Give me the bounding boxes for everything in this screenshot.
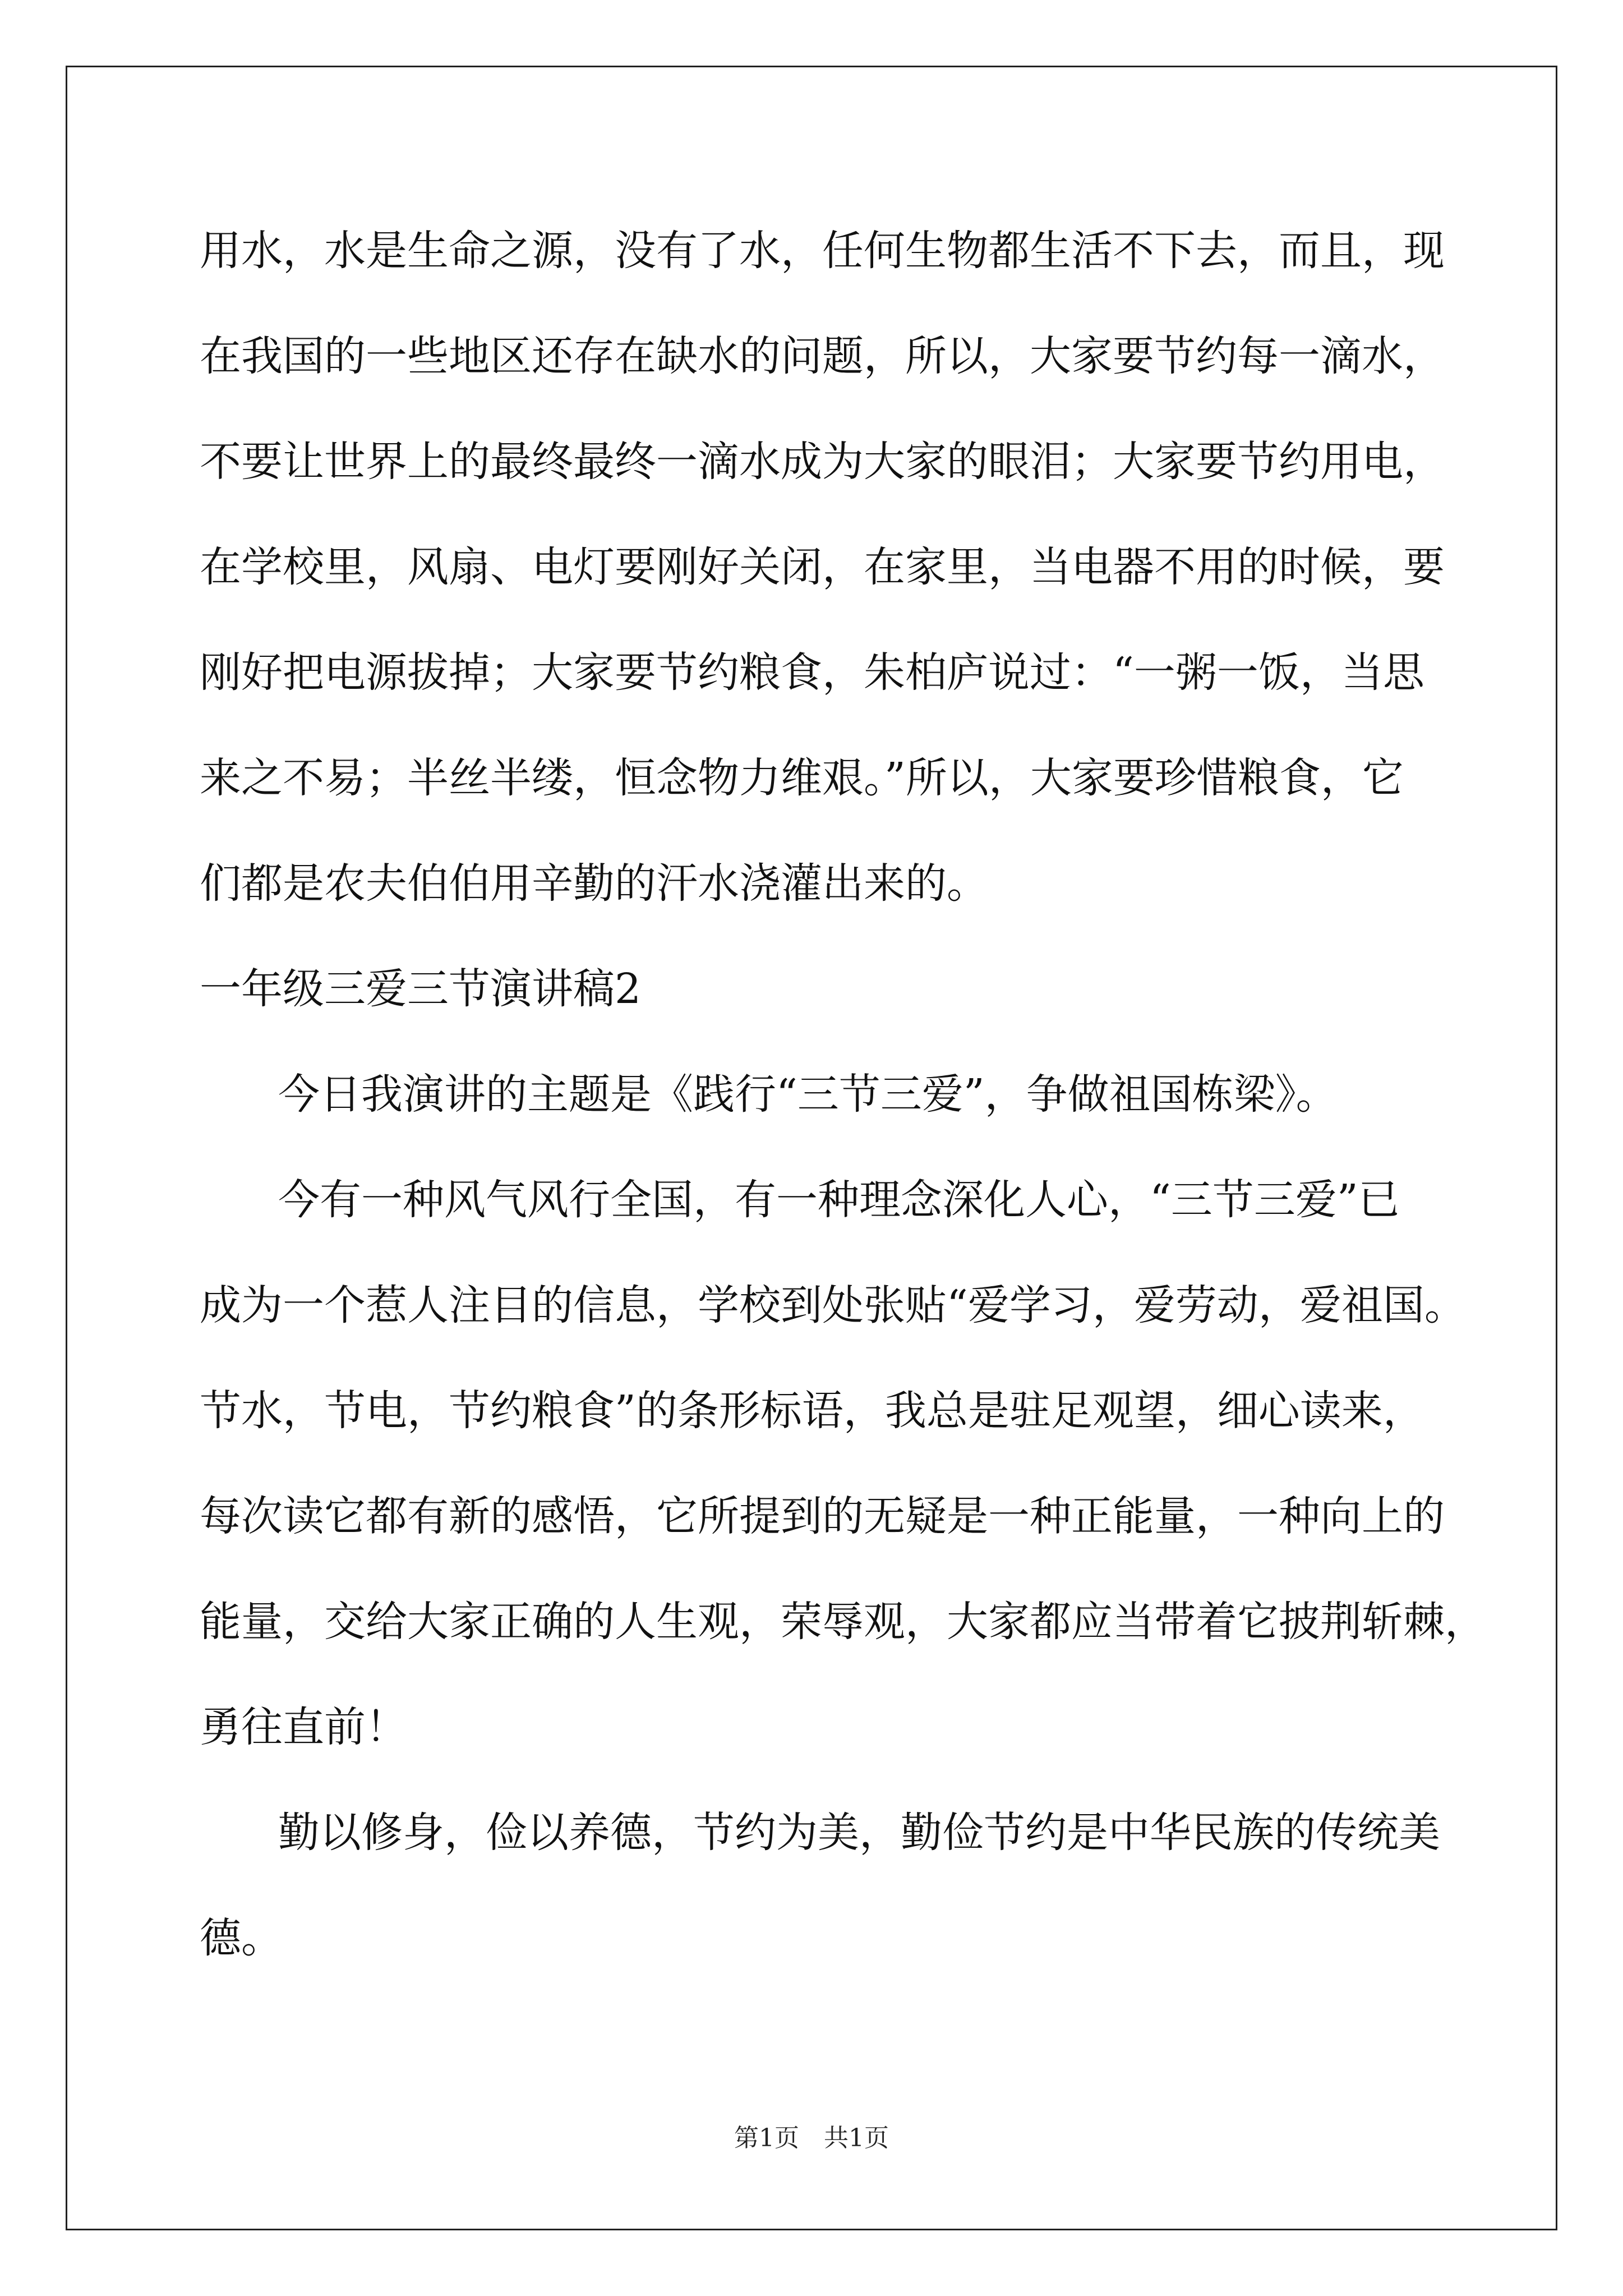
page-footer: 第1页 共1页	[734, 2124, 889, 2152]
text-line-6: 来之不易；半丝半缕，恒念物力维艰。”所以，大家要珍惜粮食，它	[200, 754, 1404, 802]
page-border	[66, 66, 1557, 2230]
text-line-5: 刚好把电源拔掉；大家要节约粮食，朱柏庐说过：“一粥一饭，当思	[200, 648, 1424, 697]
text-line-10: 今有一种风气风行全国，有一种理念深化人心，“三节三爱”已	[278, 1176, 1400, 1224]
text-line-7: 们都是农夫伯伯用辛勤的汗水浇灌出来的。	[200, 859, 988, 908]
text-line-14: 能量，交给大家正确的人生观，荣辱观，大家都应当带着它披荆斩棘，	[200, 1598, 1486, 1646]
section-heading: 一年级三爱三节演讲稿2	[200, 965, 642, 1013]
text-line-1: 用水，水是生命之源，没有了水，任何生物都生活不下去，而且，现	[200, 227, 1445, 275]
text-line-17: 德。	[200, 1914, 283, 1962]
text-line-13: 每次读它都有新的感悟，它所提到的无疑是一种正能量，一种向上的	[200, 1492, 1445, 1540]
text-line-3: 不要让世界上的最终最终一滴水成为大家的眼泪；大家要节约用电，	[200, 438, 1445, 486]
text-line-4: 在学校里，风扇、电灯要刚好关闭，在家里，当电器不用的时候，要	[200, 543, 1445, 591]
text-line-16: 勤以修身，俭以养德，节约为美，勤俭节约是中华民族的传统美	[278, 1809, 1440, 1857]
text-line-2: 在我国的一些地区还存在缺水的问题，所以，大家要节约每一滴水，	[200, 332, 1445, 380]
text-line-12: 节水，节电，节约粮食”的条形标语，我总是驻足观望，细心读来，	[200, 1387, 1424, 1435]
text-line-9: 今日我演讲的主题是《践行“三节三爱”，争做祖国栋梁》。	[278, 1070, 1338, 1119]
text-line-15: 勇往直前！	[200, 1703, 407, 1751]
text-line-11: 成为一个惹人注目的信息，学校到处张贴“爱学习，爱劳动，爱祖国。	[200, 1281, 1466, 1329]
